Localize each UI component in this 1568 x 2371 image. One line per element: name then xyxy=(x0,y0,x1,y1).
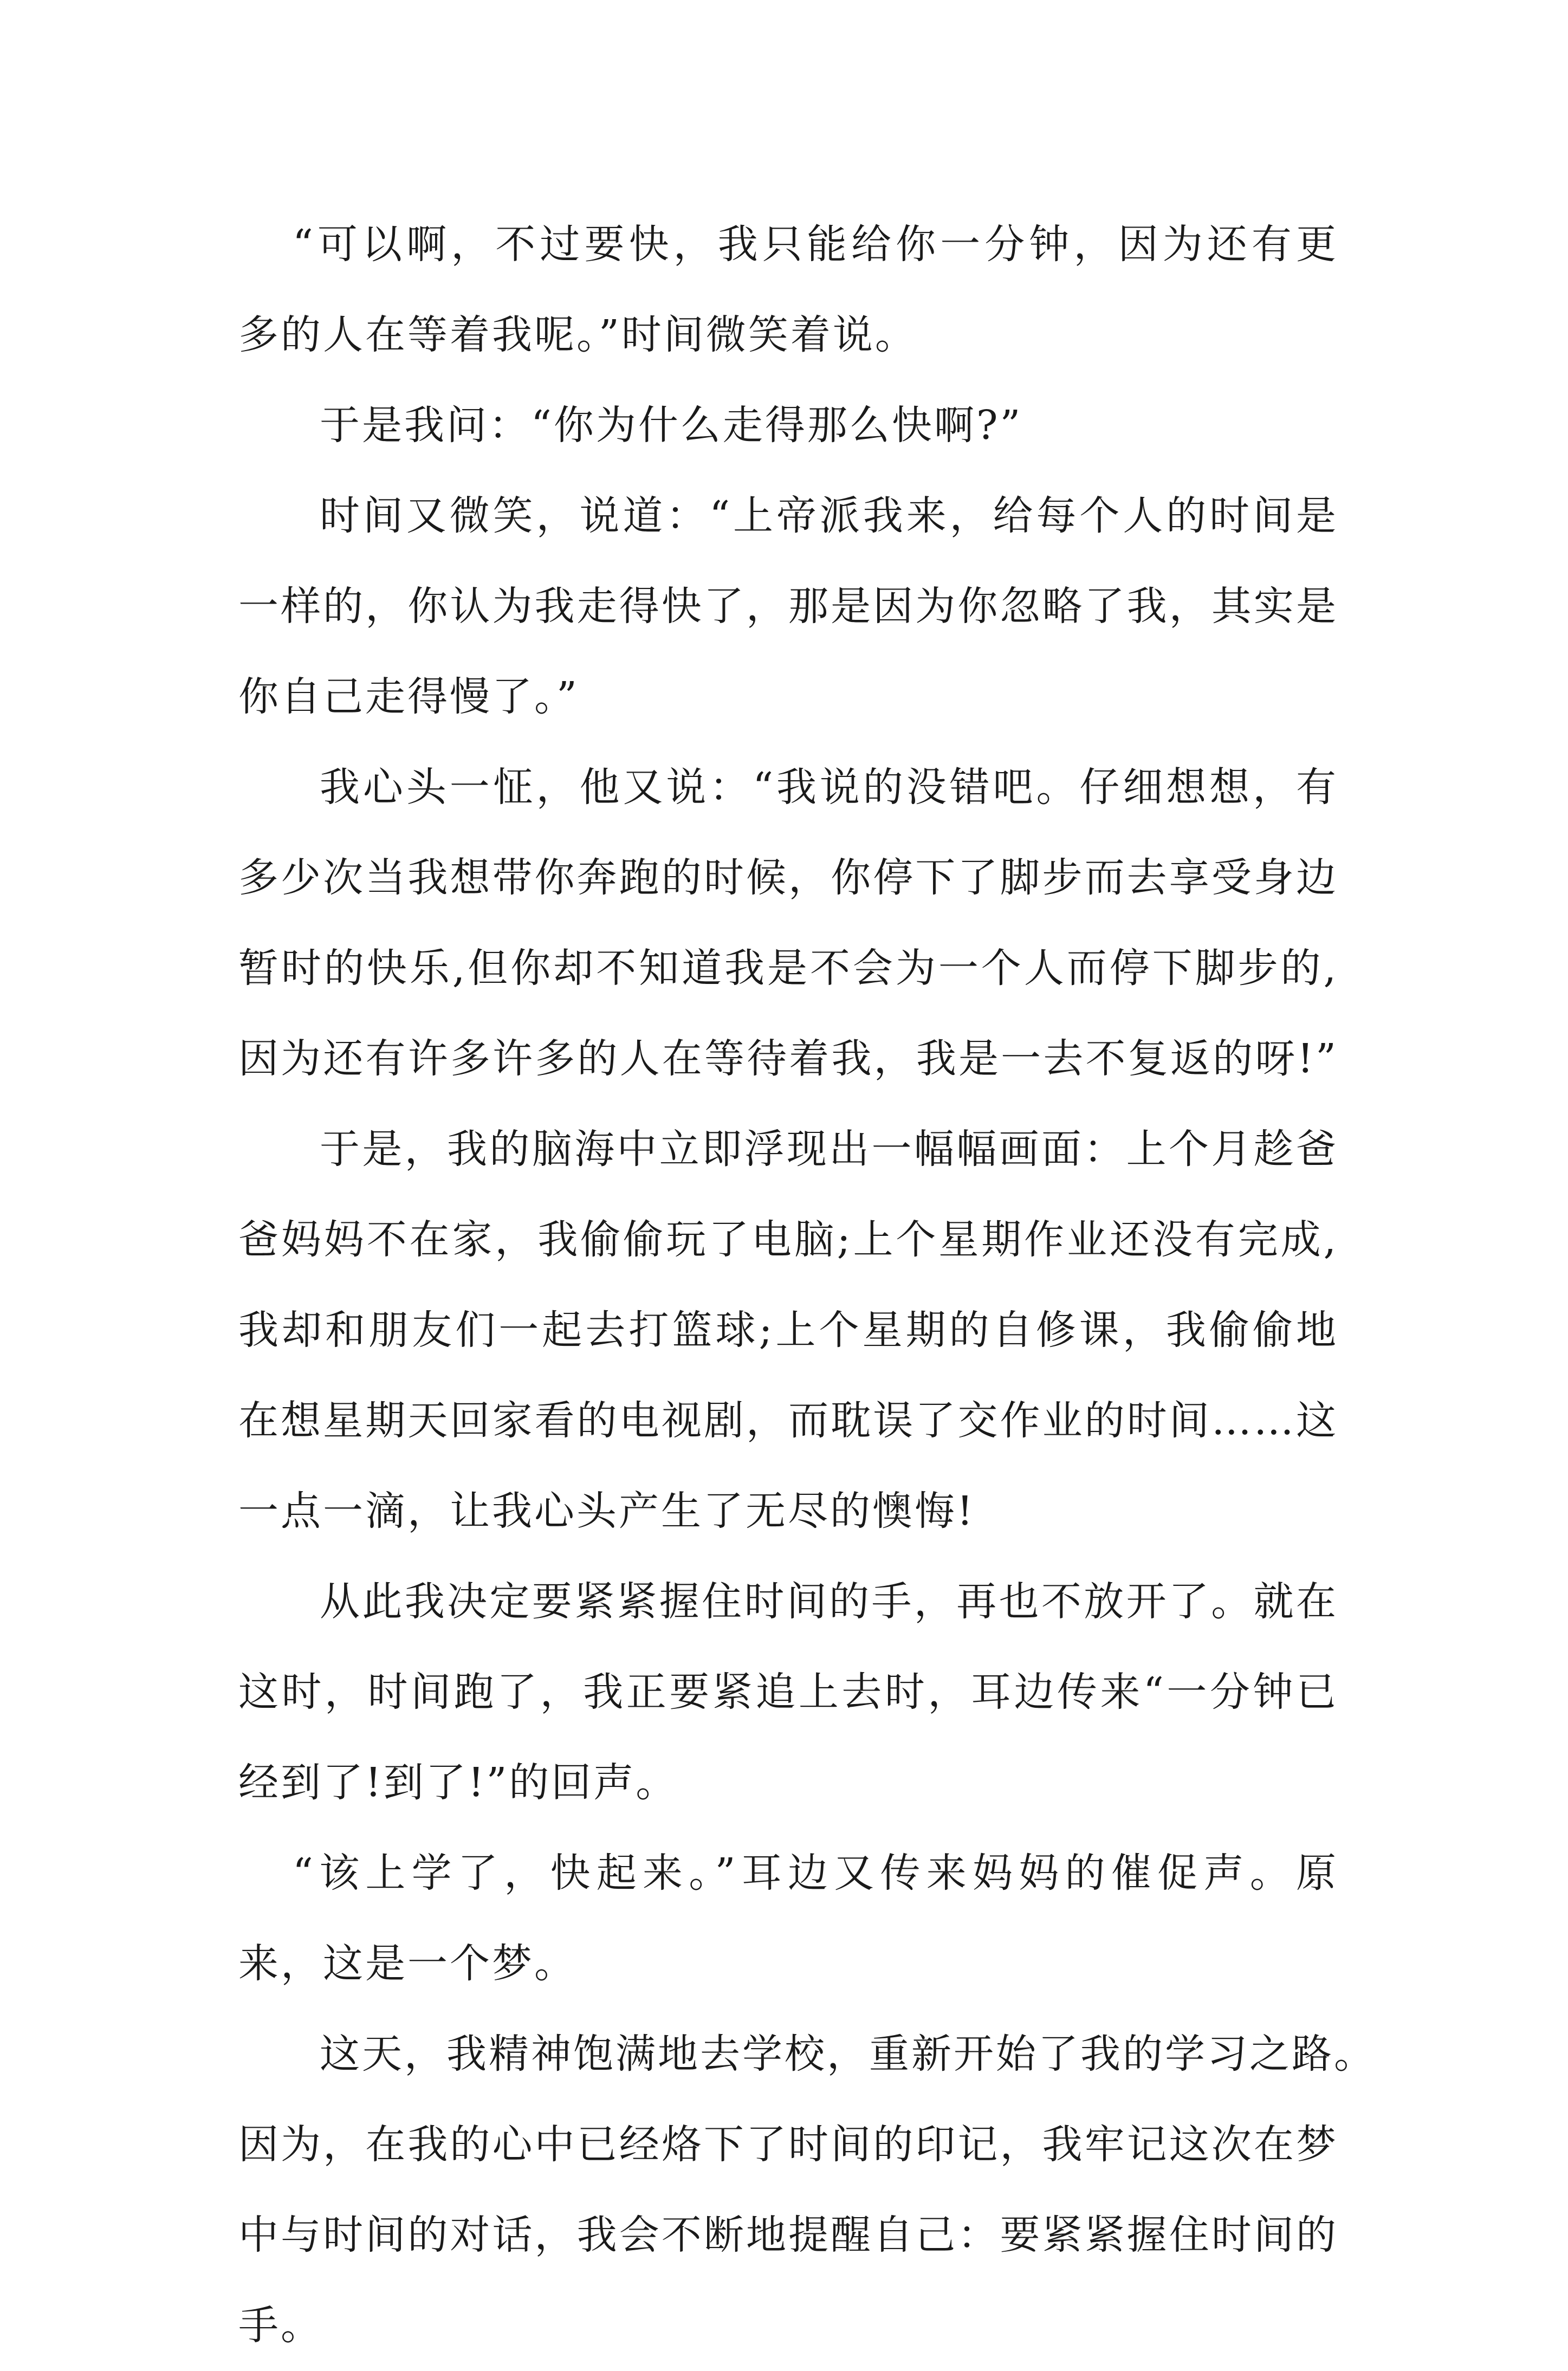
paragraph-8-line-2: 因为，在我的心中已经烙下了时间的印记，我牢记这次在梦 xyxy=(238,2121,1338,2168)
paragraph-5-line-1: 于是，我的脑海中立即浮现出一幅幅画面：上个月趁爸 xyxy=(320,1126,1338,1172)
paragraph-6-line-1: 从此我决定要紧紧握住时间的手，再也不放开了。就在 xyxy=(320,1578,1338,1625)
paragraph-3-line-3: 你自己走得慢了。” xyxy=(238,673,579,720)
paragraph-4-line-1: 我心头一怔，他又说：“我说的没错吧。仔细想想，有 xyxy=(320,764,1338,811)
paragraph-5-line-4: 在想星期天回家看的电视剧，而耽误了交作业的时间……这 xyxy=(238,1397,1338,1444)
paragraph-2-line-1: 于是我问：“你为什么走得那么快啊?” xyxy=(320,402,1023,449)
paragraph-7-line-2: 来，这是一个梦。 xyxy=(238,1940,576,1987)
paragraph-6-line-2: 这时，时间跑了，我正要紧追上去时，耳边传来“一分钟已 xyxy=(238,1669,1338,1715)
paragraph-5-line-2: 爸妈妈不在家，我偷偷玩了电脑;上个星期作业还没有完成, xyxy=(238,1216,1338,1263)
paragraph-4-line-2: 多少次当我想带你奔跑的时候，你停下了脚步而去享受身边 xyxy=(238,854,1338,901)
paragraph-8-line-4: 手。 xyxy=(238,2302,323,2349)
paragraph-1-line-2: 多的人在等着我呢。”时间微笑着说。 xyxy=(238,312,917,358)
paragraph-5-line-3: 我却和朋友们一起去打篮球;上个星期的自修课，我偷偷地 xyxy=(238,1307,1338,1353)
paragraph-8-line-1: 这天，我精神饱满地去学校，重新开始了我的学习之路。 xyxy=(320,2031,1376,2077)
paragraph-8-line-3: 中与时间的对话，我会不断地提醒自己：要紧紧握住时间的 xyxy=(238,2212,1338,2258)
body-text xyxy=(238,199,1376,2371)
paragraph-1-line-1: “可以啊，不过要快，我只能给你一分钟，因为还有更 xyxy=(293,221,1338,268)
paragraph-4-line-3: 暂时的快乐,但你却不知道我是不会为一个人而停下脚步的, xyxy=(238,945,1338,992)
paragraph-3-line-2: 一样的，你认为我走得快了，那是因为你忽略了我，其实是 xyxy=(238,583,1338,630)
paragraph-7-line-1: “该上学了，快起来。”耳边又传来妈妈的催促声。原 xyxy=(293,1850,1338,1896)
paragraph-4-line-4: 因为还有许多许多的人在等待着我，我是一去不复返的呀!” xyxy=(238,1035,1338,1082)
paragraph-6-line-3: 经到了!到了!”的回声。 xyxy=(238,1759,678,1806)
paragraph-3-line-1: 时间又微笑，说道：“上帝派我来，给每个人的时间是 xyxy=(320,493,1338,539)
paragraph-5-line-5: 一点一滴，让我心头产生了无尽的懊悔! xyxy=(238,1488,975,1534)
